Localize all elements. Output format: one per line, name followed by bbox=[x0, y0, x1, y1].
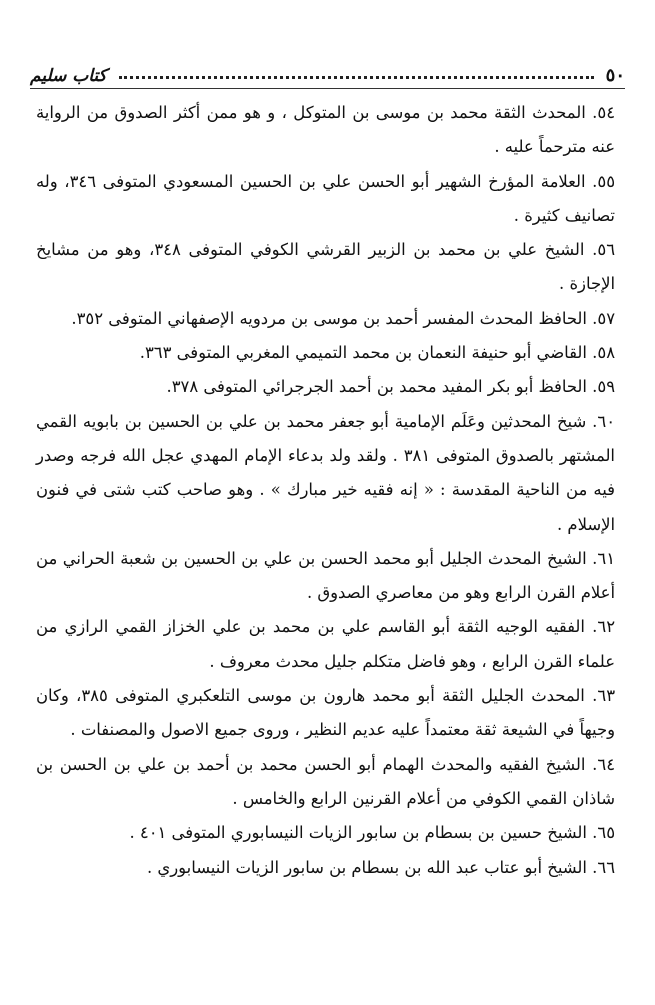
entry-59: ٥٩. الحافظ أبو بكر المفيد محمد بن أحمد الجرجرائي المتوفى ٣٧٨. bbox=[166, 377, 615, 397]
entry-list bbox=[36, 96, 615, 885]
entry-58: ٥٨. القاضي أبو حنيفة النعمان بن محمد التميمي المغربي المتوفى ٣٦٣. bbox=[139, 343, 615, 363]
entry-54: ٥٤. المحدث الثقة محمد بن موسى بن المتوكل ، و هو ممن أكثر الصدوق من الرواية عنه مترحماً عليه . bbox=[36, 103, 615, 157]
entry-65: ٦٥. الشيخ حسين بن بسطام بن سابور الزيات النيسابوري المتوفى ٤٠١ . bbox=[129, 823, 615, 843]
running-header bbox=[30, 58, 625, 86]
dotted-leader bbox=[119, 76, 594, 79]
entry-63: ٦٣. المحدث الجليل الثقة أبو محمد هارون بن موسى التلعكبري المتوفى ٣٨٥، وكان وجيهاً في الشيعة ثقة معتمداً عليه عديم النظير ، وروى جميع الاصول والمصنفات . bbox=[36, 686, 615, 740]
entry-57: ٥٧. الحافظ المحدث المفسر أحمد بن موسى بن مردويه الإصفهاني المتوفى ٣٥٢. bbox=[71, 308, 615, 328]
entry-55: ٥٥. العلامة المؤرخ الشهير أبو الحسن علي بن الحسين المسعودي المتوفى ٣٤٦، وله تصانيف كثيرة . bbox=[36, 171, 616, 225]
running-title: كتاب سليم bbox=[30, 66, 107, 86]
entry-66: ٦٦. الشيخ أبو عتاب عبد الله بن بسطام بن سابور الزيات النيسابوري . bbox=[147, 857, 615, 877]
entry-61: ٦١. الشيخ المحدث الجليل أبو محمد الحسن بن علي بن الحسين بن شعبة الحراني من أعلام القرن الرابع وهو من معاصري الصدوق . bbox=[36, 548, 615, 603]
page-number: ٥٠ bbox=[605, 65, 625, 86]
header-rule bbox=[30, 88, 625, 89]
entry-64: ٦٤. الشيخ الفقيه والمحدث الهمام أبو الحسن محمد بن أحمد بن علي بن الحسن بن شاذان القمي الكوفي من أعلام القرنين الرابع والخامس . bbox=[36, 754, 615, 808]
entry-62: ٦٢. الفقيه الوجيه الثقة أبو القاسم علي بن محمد بن علي الخزاز القمي الرازي من علماء القرن الرابع ، وهو فاضل متكلم جليل محدث معروف . bbox=[36, 617, 615, 671]
entry-56: ٥٦. الشيخ علي بن محمد بن الزبير القرشي الكوفي المتوفى ٣٤٨، وهو من مشايخ الإجازة . bbox=[36, 240, 615, 294]
entry-60: ٦٠. شيخ المحدثين وعَلَم الإمامية أبو جعفر محمد بن علي بن الحسين بن بابويه القمي المشتهر بالصدوق المتوفى ٣٨١ . ولقد ولد بدعاء الإمام المهدي عجل الله فرجه وصدر فيه من الناحية المقدسة : « إنه فقيه خير مبارك » . وهو صاحب كتب شتى في فنون الإسلام . bbox=[36, 411, 615, 534]
